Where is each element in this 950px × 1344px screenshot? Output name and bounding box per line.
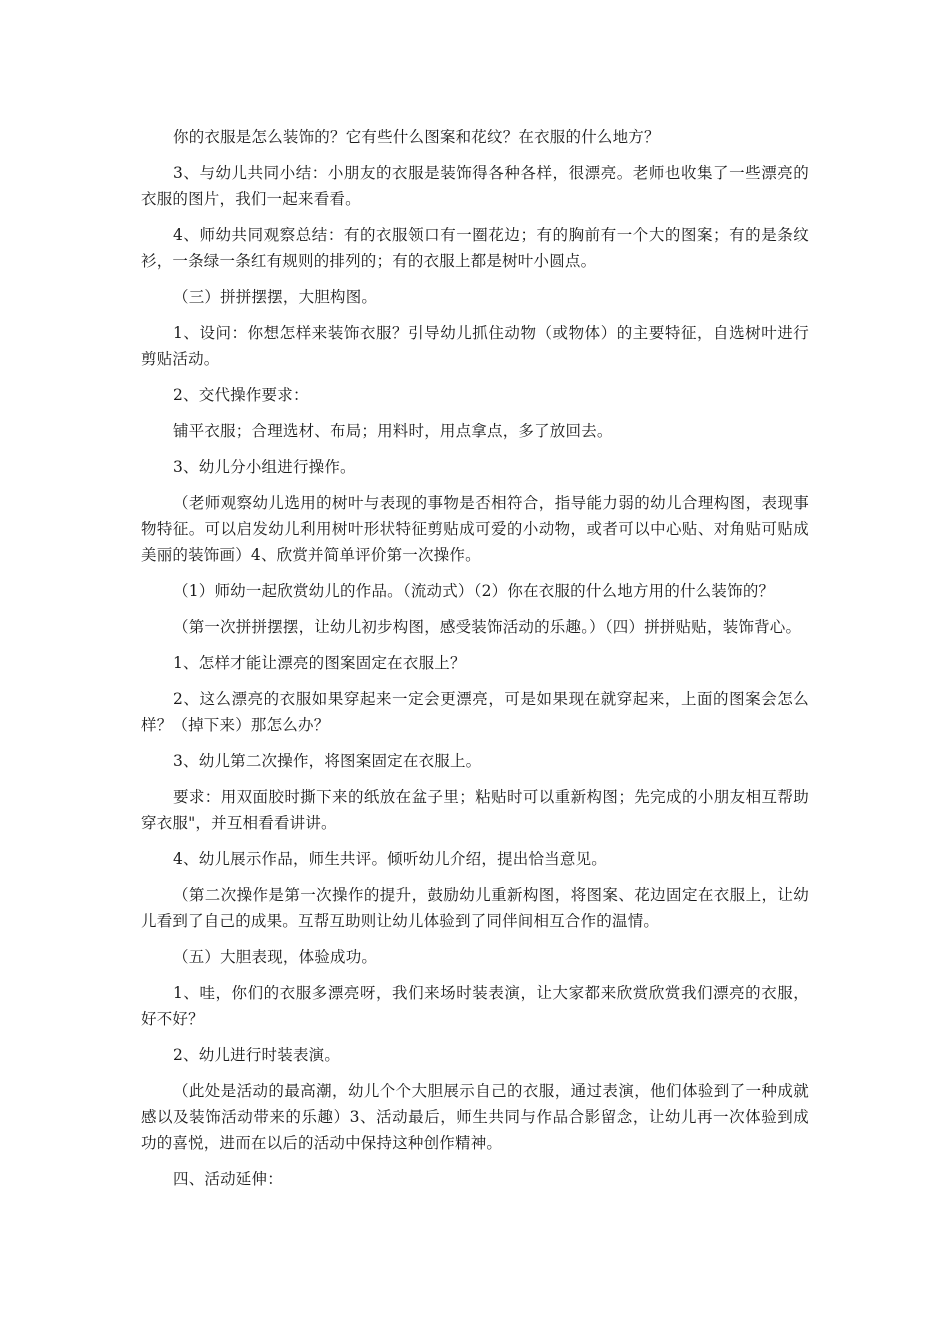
section-heading: （五）大胆表现，体验成功。 <box>173 948 378 966</box>
paragraph: 要求：用双面胶时撕下来的纸放在盆子里；粘贴时可以重新构图；先完成的小朋友相互帮助穿衣服"，并互相看看讲讲。 <box>141 788 809 832</box>
paragraph: 2、幼儿进行时装表演。 <box>173 1046 341 1064</box>
paragraph: 你的衣服是怎么装饰的？它有些什么图案和花纹？在衣服的什么地方？ <box>173 128 660 146</box>
paragraph: 4、幼儿展示作品，师生共评。倾听幼儿介绍，提出恰当意见。 <box>173 850 607 868</box>
paragraph: 1、哇，你们的衣服多漂亮呀，我们来场时装表演，让大家都来欣赏欣赏我们漂亮的衣服，好不好？ <box>141 984 809 1028</box>
paragraph: （老师观察幼儿选用的树叶与表现的事物是否相符合，指导能力弱的幼儿合理构图，表现事物特征。可以启发幼儿利用树叶形状特征剪贴成可爱的小动物，或者可以中心贴、对角贴可贴成美丽的装饰画）4、欣赏并简单评价第一次操作。 <box>141 494 809 564</box>
document-body <box>141 124 809 1202</box>
paragraph: 3、幼儿分小组进行操作。 <box>173 458 356 476</box>
paragraph: （第一次拼拼摆摆，让幼儿初步构图，感受装饰活动的乐趣。）（四）拼拼贴贴，装饰背心。 <box>173 618 802 636</box>
paragraph: （第二次操作是第一次操作的提升，鼓励幼儿重新构图，将图案、花边固定在衣服上，让幼儿看到了自己的成果。互帮互助则让幼儿体验到了同伴间相互合作的温情。 <box>141 886 809 930</box>
paragraph: （1）师幼一起欣赏幼儿的作品。（流动式）（2）你在衣服的什么地方用的什么装饰的？ <box>173 582 775 600</box>
section-heading: （三）拼拼摆摆，大胆构图。 <box>173 288 378 306</box>
paragraph: 3、幼儿第二次操作，将图案固定在衣服上。 <box>173 752 482 770</box>
paragraph: 3、与幼儿共同小结：小朋友的衣服是装饰得各种各样，很漂亮。老师也收集了一些漂亮的衣服的图片，我们一起来看看。 <box>141 164 809 208</box>
paragraph: 1、怎样才能让漂亮的图案固定在衣服上？ <box>173 654 466 672</box>
paragraph: （此处是活动的最高潮，幼儿个个大胆展示自己的衣服，通过表演，他们体验到了一种成就感以及装饰活动带来的乐趣）3、活动最后，师生共同与作品合影留念，让幼儿再一次体验到成功的喜悦，进而在以后的活动中保持这种创作精神。 <box>141 1082 809 1152</box>
paragraph: 1、设问：你想怎样来装饰衣服？引导幼儿抓住动物（或物体）的主要特征，自选树叶进行剪贴活动。 <box>141 324 809 368</box>
paragraph: 2、这么漂亮的衣服如果穿起来一定会更漂亮，可是如果现在就穿起来，上面的图案会怎么样？（掉下来）那怎么办？ <box>141 690 809 734</box>
section-heading: 四、活动延伸： <box>173 1170 283 1188</box>
paragraph: 4、师幼共同观察总结：有的衣服领口有一圈花边；有的胸前有一个大的图案；有的是条纹衫，一条绿一条红有规则的排列的；有的衣服上都是树叶小圆点。 <box>141 226 809 270</box>
paragraph: 铺平衣服；合理选材、布局；用料时，用点拿点，多了放回去。 <box>173 422 613 440</box>
paragraph: 2、交代操作要求： <box>173 386 309 404</box>
